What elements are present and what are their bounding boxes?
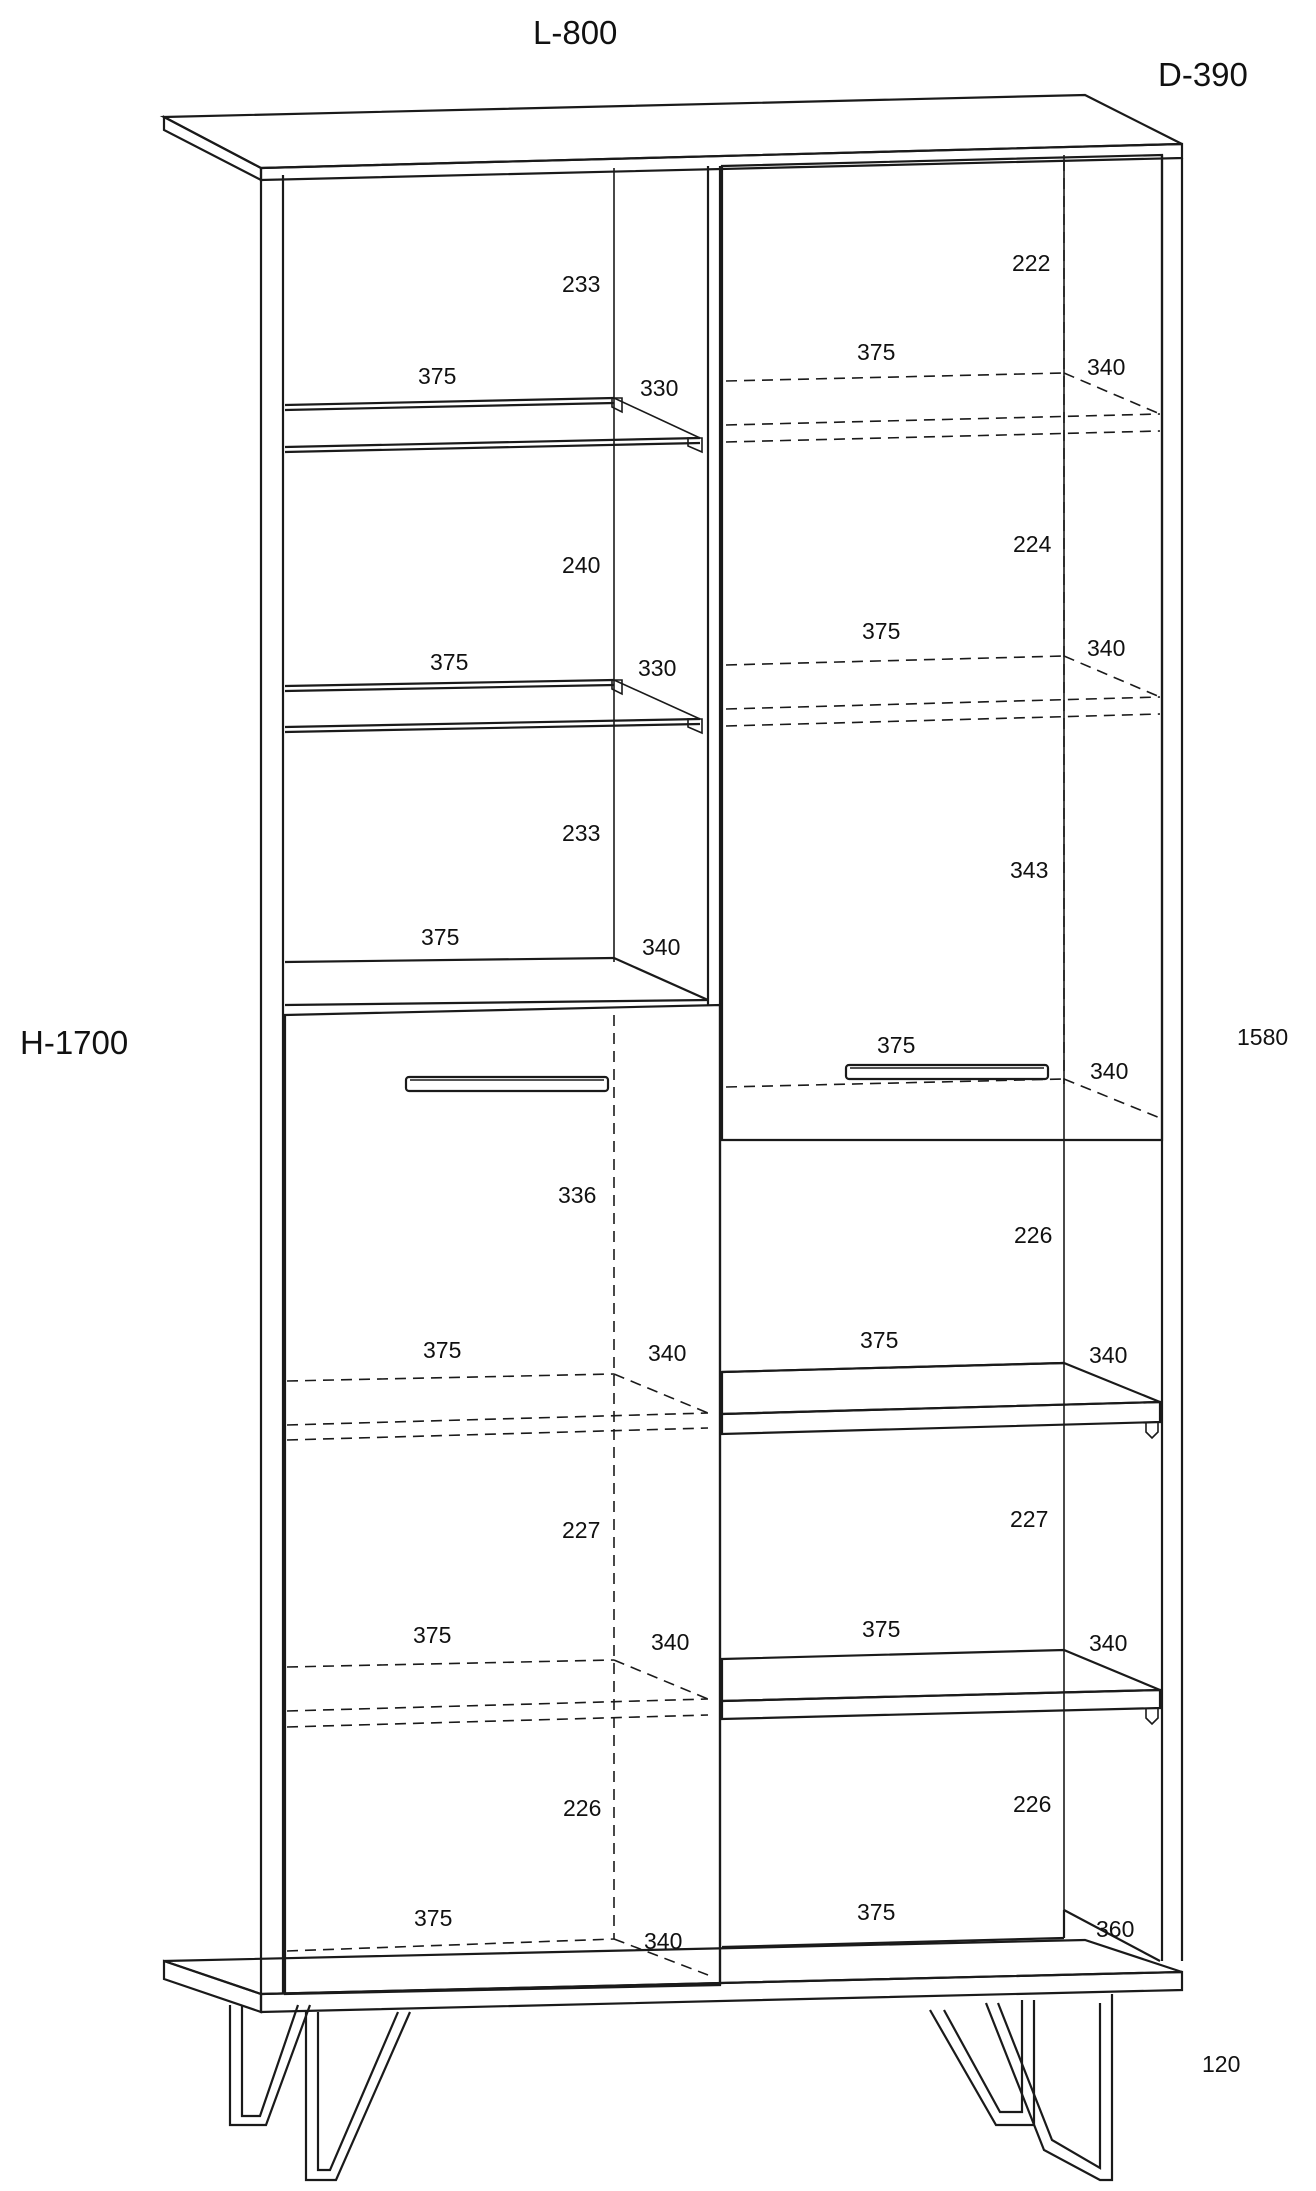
ll-shelf2-width: 375	[413, 1622, 452, 1648]
ur-door-handle[interactable]	[846, 1065, 1048, 1079]
ul-top-height: 233	[562, 271, 601, 297]
lr-shelf-1	[722, 1363, 1160, 1438]
lr-low-height: 226	[1013, 1791, 1052, 1817]
lr-base	[722, 1910, 1160, 1961]
ul-mid-height: 240	[562, 552, 601, 578]
ul-shelf-2	[285, 680, 702, 733]
ul-shelf1-width: 375	[418, 363, 457, 389]
ul-base	[285, 958, 708, 1005]
middle-divider	[708, 166, 720, 1985]
lr-shelf2-width: 375	[862, 1616, 901, 1642]
ll-top-height: 336	[558, 1182, 597, 1208]
inner-height-label: 1580	[1237, 1024, 1289, 1050]
lr-base-width: 375	[857, 1899, 896, 1925]
ur-shelf2-depth: 340	[1087, 635, 1126, 661]
ll-base-width: 375	[414, 1905, 453, 1931]
ur-low-height: 343	[1010, 857, 1049, 883]
height-label: H-1700	[20, 1024, 129, 1061]
ur-base-width: 375	[877, 1032, 916, 1058]
lr-top-height: 226	[1014, 1222, 1053, 1248]
ll-door-handle[interactable]	[406, 1077, 608, 1091]
ll-mid-height: 227	[562, 1517, 601, 1543]
ur-base-depth: 340	[1090, 1058, 1129, 1084]
leg-height-label: 120	[1202, 2051, 1241, 2077]
ll-hidden-shelves	[287, 1015, 708, 1975]
leg-back-right	[930, 2000, 1034, 2125]
lr-shelf-2	[722, 1650, 1160, 1724]
right-side-panel	[1162, 155, 1182, 1961]
lr-shelf1-width: 375	[860, 1327, 899, 1353]
ll-door[interactable]	[285, 1005, 720, 1994]
ul-base-width: 375	[421, 924, 460, 950]
lr-shelf2-depth: 340	[1089, 1630, 1128, 1656]
ll-shelf1-depth: 340	[648, 1340, 687, 1366]
ur-shelf1-width: 375	[857, 339, 896, 365]
leg-front-left	[306, 2012, 410, 2180]
leg-back-left	[230, 2005, 310, 2125]
ll-base-depth: 340	[644, 1928, 683, 1954]
ul-shelf1-depth: 330	[640, 375, 679, 401]
ur-mid-height: 224	[1013, 531, 1052, 557]
leg-front-right	[986, 1994, 1112, 2180]
depth-label: D-390	[1158, 56, 1248, 93]
top-panel	[164, 95, 1182, 180]
ur-shelf1-depth: 340	[1087, 354, 1126, 380]
left-side-panel	[261, 175, 283, 1994]
ll-low-height: 226	[563, 1795, 602, 1821]
ur-top-height: 222	[1012, 250, 1051, 276]
ll-shelf1-width: 375	[423, 1337, 462, 1363]
lr-shelf1-depth: 340	[1089, 1342, 1128, 1368]
lr-base-depth: 360	[1096, 1916, 1135, 1942]
lr-mid-height: 227	[1010, 1506, 1049, 1532]
ll-shelf2-depth: 340	[651, 1629, 690, 1655]
ul-shelf-1	[285, 398, 702, 452]
ul-shelf2-width: 375	[430, 649, 469, 675]
ul-base-depth: 340	[642, 934, 681, 960]
ur-shelf2-width: 375	[862, 618, 901, 644]
width-label: L-800	[533, 14, 618, 51]
ul-shelf2-depth: 330	[638, 655, 677, 681]
ul-low-height: 233	[562, 820, 601, 846]
